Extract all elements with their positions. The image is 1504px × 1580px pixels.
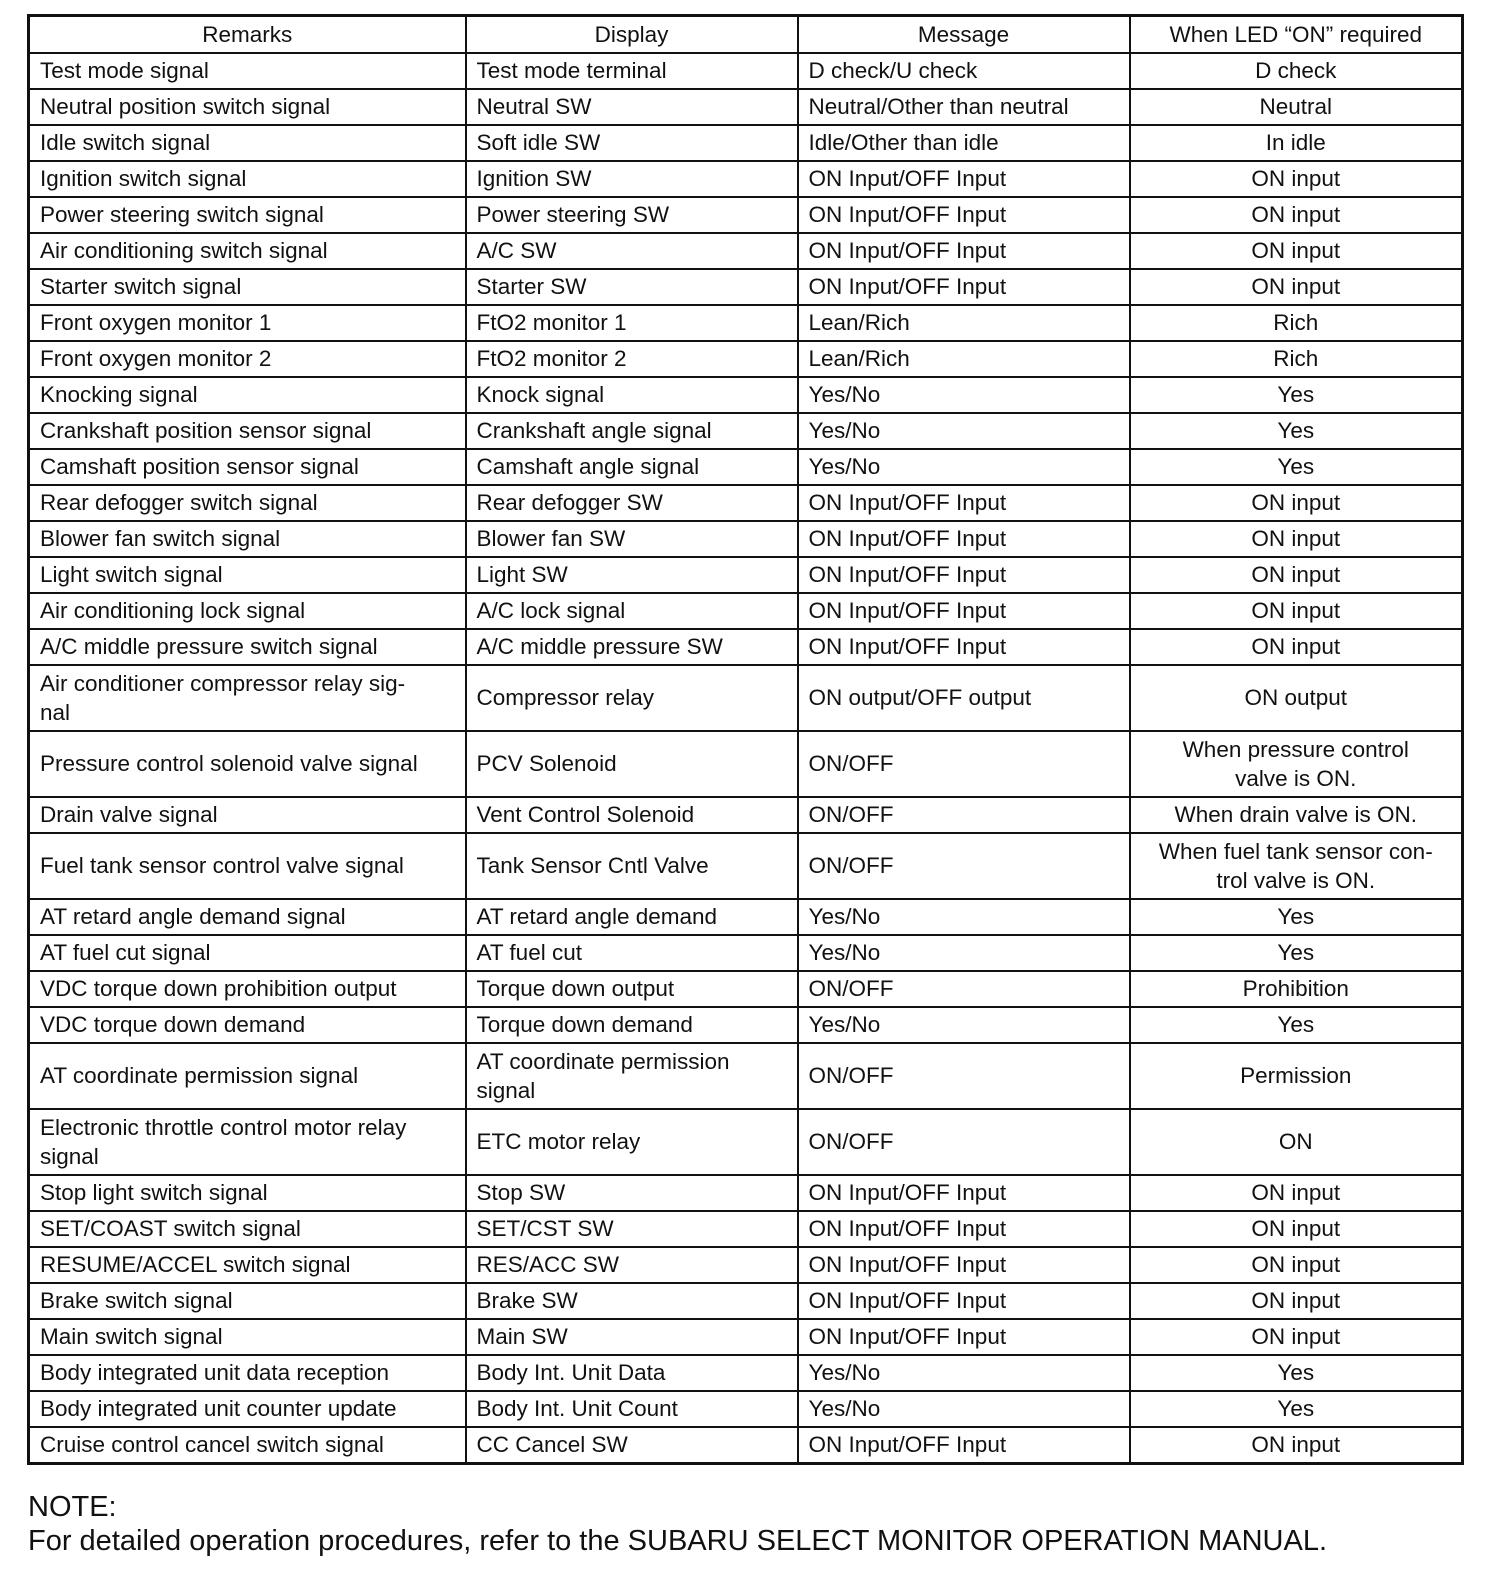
message-cell: ON/OFF: [798, 833, 1130, 899]
table-row: [29, 1355, 1463, 1391]
led-on-required-cell: ON input: [1130, 1319, 1463, 1355]
table-row: [29, 1391, 1463, 1427]
led-on-required-cell: ON output: [1130, 665, 1463, 731]
led-on-required-cell: Yes: [1130, 413, 1463, 449]
led-on-required-cell: In idle: [1130, 125, 1463, 161]
remarks-cell: Blower fan switch signal: [29, 521, 466, 557]
led-on-required-cell: Rich: [1130, 305, 1463, 341]
message-cell: ON Input/OFF Input: [798, 629, 1130, 665]
display-cell: AT coordinate permission signal: [466, 1043, 798, 1109]
remarks-cell: Body integrated unit data reception: [29, 1355, 466, 1391]
table-row: [29, 629, 1463, 665]
table-row: [29, 89, 1463, 125]
header-led-on-required: When LED “ON” required: [1130, 16, 1463, 54]
led-on-required-cell: ON input: [1130, 593, 1463, 629]
table-row: [29, 413, 1463, 449]
message-cell: ON Input/OFF Input: [798, 593, 1130, 629]
message-cell: ON Input/OFF Input: [798, 161, 1130, 197]
message-cell: Yes/No: [798, 413, 1130, 449]
display-cell: Stop SW: [466, 1175, 798, 1211]
table-row: [29, 1427, 1463, 1464]
led-on-required-cell: Yes: [1130, 377, 1463, 413]
table-row: [29, 1283, 1463, 1319]
display-cell: Rear defogger SW: [466, 485, 798, 521]
table-row: [29, 1109, 1463, 1175]
led-on-required-cell: ON input: [1130, 233, 1463, 269]
display-cell: Torque down output: [466, 971, 798, 1007]
remarks-cell: Front oxygen monitor 1: [29, 305, 466, 341]
led-on-required-cell: ON input: [1130, 269, 1463, 305]
remarks-cell: Idle switch signal: [29, 125, 466, 161]
led-on-required-cell: D check: [1130, 53, 1463, 89]
led-on-required-cell: ON input: [1130, 629, 1463, 665]
remarks-cell: Ignition switch signal: [29, 161, 466, 197]
message-cell: ON/OFF: [798, 797, 1130, 833]
display-cell: AT fuel cut: [466, 935, 798, 971]
display-cell: Tank Sensor Cntl Valve: [466, 833, 798, 899]
message-cell: ON output/OFF output: [798, 665, 1130, 731]
table-row: [29, 485, 1463, 521]
display-cell: Knock signal: [466, 377, 798, 413]
display-cell: Body Int. Unit Count: [466, 1391, 798, 1427]
remarks-cell: Light switch signal: [29, 557, 466, 593]
led-on-required-cell: When pressure control valve is ON.: [1130, 731, 1463, 797]
led-on-required-cell: ON: [1130, 1109, 1463, 1175]
led-on-required-cell: Neutral: [1130, 89, 1463, 125]
led-on-required-cell: ON input: [1130, 1247, 1463, 1283]
message-cell: ON/OFF: [798, 731, 1130, 797]
table-row: [29, 305, 1463, 341]
note-title: NOTE:: [28, 1491, 117, 1523]
message-cell: Yes/No: [798, 377, 1130, 413]
table-row: [29, 1175, 1463, 1211]
led-on-required-cell: Yes: [1130, 899, 1463, 935]
message-cell: Yes/No: [798, 1355, 1130, 1391]
table-row: [29, 269, 1463, 305]
message-cell: ON Input/OFF Input: [798, 521, 1130, 557]
remarks-cell: Main switch signal: [29, 1319, 466, 1355]
remarks-cell: Electronic throttle control motor relay signal: [29, 1109, 466, 1175]
table-row: [29, 899, 1463, 935]
message-cell: Yes/No: [798, 899, 1130, 935]
message-cell: ON Input/OFF Input: [798, 197, 1130, 233]
remarks-cell: Fuel tank sensor control valve signal: [29, 833, 466, 899]
table-row: [29, 341, 1463, 377]
display-cell: CC Cancel SW: [466, 1427, 798, 1464]
led-on-required-cell: ON input: [1130, 1175, 1463, 1211]
display-cell: Neutral SW: [466, 89, 798, 125]
table-row: [29, 233, 1463, 269]
display-cell: Test mode terminal: [466, 53, 798, 89]
table-row: [29, 665, 1463, 731]
display-cell: Brake SW: [466, 1283, 798, 1319]
led-on-required-cell: ON input: [1130, 161, 1463, 197]
display-cell: A/C SW: [466, 233, 798, 269]
remarks-cell: VDC torque down prohibition output: [29, 971, 466, 1007]
table-row: [29, 557, 1463, 593]
signal-table: [27, 14, 1464, 1465]
display-cell: Light SW: [466, 557, 798, 593]
table-row: [29, 1007, 1463, 1043]
message-cell: ON Input/OFF Input: [798, 1319, 1130, 1355]
led-on-required-cell: ON input: [1130, 1211, 1463, 1247]
table-row: [29, 935, 1463, 971]
remarks-cell: Front oxygen monitor 2: [29, 341, 466, 377]
led-on-required-cell: Yes: [1130, 449, 1463, 485]
remarks-cell: AT fuel cut signal: [29, 935, 466, 971]
message-cell: Yes/No: [798, 935, 1130, 971]
led-on-required-cell: Yes: [1130, 1355, 1463, 1391]
table-row: [29, 53, 1463, 89]
led-on-required-cell: ON input: [1130, 557, 1463, 593]
header-message: Message: [798, 16, 1130, 54]
led-on-required-cell: Yes: [1130, 1391, 1463, 1427]
remarks-cell: Drain valve signal: [29, 797, 466, 833]
display-cell: Vent Control Solenoid: [466, 797, 798, 833]
remarks-cell: Pressure control solenoid valve signal: [29, 731, 466, 797]
remarks-cell: Air conditioning lock signal: [29, 593, 466, 629]
remarks-cell: Power steering switch signal: [29, 197, 466, 233]
display-cell: AT retard angle demand: [466, 899, 798, 935]
display-cell: Power steering SW: [466, 197, 798, 233]
led-on-required-cell: When drain valve is ON.: [1130, 797, 1463, 833]
message-cell: Yes/No: [798, 449, 1130, 485]
message-cell: D check/U check: [798, 53, 1130, 89]
message-cell: ON Input/OFF Input: [798, 1247, 1130, 1283]
remarks-cell: AT retard angle demand signal: [29, 899, 466, 935]
led-on-required-cell: ON input: [1130, 485, 1463, 521]
led-on-required-cell: ON input: [1130, 197, 1463, 233]
table-row: [29, 197, 1463, 233]
remarks-cell: Air conditioner compressor relay sig- nal: [29, 665, 466, 731]
header-remarks: Remarks: [29, 16, 466, 54]
message-cell: Yes/No: [798, 1391, 1130, 1427]
remarks-cell: Body integrated unit counter update: [29, 1391, 466, 1427]
message-cell: ON Input/OFF Input: [798, 485, 1130, 521]
table-row: [29, 125, 1463, 161]
display-cell: FtO2 monitor 2: [466, 341, 798, 377]
display-cell: Starter SW: [466, 269, 798, 305]
header-row: [29, 16, 1463, 54]
led-on-required-cell: ON input: [1130, 521, 1463, 557]
led-on-required-cell: Prohibition: [1130, 971, 1463, 1007]
display-cell: Compressor relay: [466, 665, 798, 731]
led-on-required-cell: When fuel tank sensor con- trol valve is ON.: [1130, 833, 1463, 899]
message-cell: Yes/No: [798, 1007, 1130, 1043]
led-on-required-cell: Yes: [1130, 1007, 1463, 1043]
message-cell: ON Input/OFF Input: [798, 1175, 1130, 1211]
table-row: [29, 1211, 1463, 1247]
message-cell: Lean/Rich: [798, 341, 1130, 377]
display-cell: ETC motor relay: [466, 1109, 798, 1175]
message-cell: ON/OFF: [798, 1109, 1130, 1175]
table-row: [29, 377, 1463, 413]
display-cell: Torque down demand: [466, 1007, 798, 1043]
message-cell: ON Input/OFF Input: [798, 1427, 1130, 1464]
led-on-required-cell: ON input: [1130, 1427, 1463, 1464]
table-body: [29, 53, 1463, 1464]
led-on-required-cell: Rich: [1130, 341, 1463, 377]
message-cell: Lean/Rich: [798, 305, 1130, 341]
message-cell: Idle/Other than idle: [798, 125, 1130, 161]
led-on-required-cell: ON input: [1130, 1283, 1463, 1319]
header-display: Display: [466, 16, 798, 54]
remarks-cell: Starter switch signal: [29, 269, 466, 305]
remarks-cell: Neutral position switch signal: [29, 89, 466, 125]
remarks-cell: SET/COAST switch signal: [29, 1211, 466, 1247]
message-cell: ON Input/OFF Input: [798, 1283, 1130, 1319]
remarks-cell: VDC torque down demand: [29, 1007, 466, 1043]
display-cell: FtO2 monitor 1: [466, 305, 798, 341]
message-cell: ON Input/OFF Input: [798, 269, 1130, 305]
remarks-cell: Brake switch signal: [29, 1283, 466, 1319]
message-cell: ON/OFF: [798, 1043, 1130, 1109]
message-cell: Neutral/Other than neutral: [798, 89, 1130, 125]
display-cell: Main SW: [466, 1319, 798, 1355]
table-row: [29, 797, 1463, 833]
remarks-cell: Cruise control cancel switch signal: [29, 1427, 466, 1464]
display-cell: Blower fan SW: [466, 521, 798, 557]
display-cell: SET/CST SW: [466, 1211, 798, 1247]
remarks-cell: AT coordinate permission signal: [29, 1043, 466, 1109]
remarks-cell: A/C middle pressure switch signal: [29, 629, 466, 665]
remarks-cell: RESUME/ACCEL switch signal: [29, 1247, 466, 1283]
table-row: [29, 593, 1463, 629]
message-cell: ON/OFF: [798, 971, 1130, 1007]
display-cell: A/C lock signal: [466, 593, 798, 629]
display-cell: Ignition SW: [466, 161, 798, 197]
table-row: [29, 833, 1463, 899]
remarks-cell: Test mode signal: [29, 53, 466, 89]
table-row: [29, 1319, 1463, 1355]
message-cell: ON Input/OFF Input: [798, 1211, 1130, 1247]
led-on-required-cell: Permission: [1130, 1043, 1463, 1109]
display-cell: RES/ACC SW: [466, 1247, 798, 1283]
display-cell: A/C middle pressure SW: [466, 629, 798, 665]
display-cell: Crankshaft angle signal: [466, 413, 798, 449]
remarks-cell: Air conditioning switch signal: [29, 233, 466, 269]
message-cell: ON Input/OFF Input: [798, 233, 1130, 269]
led-on-required-cell: Yes: [1130, 935, 1463, 971]
remarks-cell: Camshaft position sensor signal: [29, 449, 466, 485]
note-block: [28, 1490, 1327, 1558]
table-row: [29, 731, 1463, 797]
display-cell: Soft idle SW: [466, 125, 798, 161]
table-row: [29, 971, 1463, 1007]
table-row: [29, 1247, 1463, 1283]
display-cell: Body Int. Unit Data: [466, 1355, 798, 1391]
remarks-cell: Rear defogger switch signal: [29, 485, 466, 521]
remarks-cell: Stop light switch signal: [29, 1175, 466, 1211]
remarks-cell: Knocking signal: [29, 377, 466, 413]
remarks-cell: Crankshaft position sensor signal: [29, 413, 466, 449]
message-cell: ON Input/OFF Input: [798, 557, 1130, 593]
display-cell: PCV Solenoid: [466, 731, 798, 797]
note-text: For detailed operation procedures, refer to the SUBARU SELECT MONITOR OPERATION MANUAL.: [28, 1525, 1328, 1557]
table-row: [29, 1043, 1463, 1109]
display-cell: Camshaft angle signal: [466, 449, 798, 485]
table-row: [29, 449, 1463, 485]
table-row: [29, 521, 1463, 557]
table-row: [29, 161, 1463, 197]
